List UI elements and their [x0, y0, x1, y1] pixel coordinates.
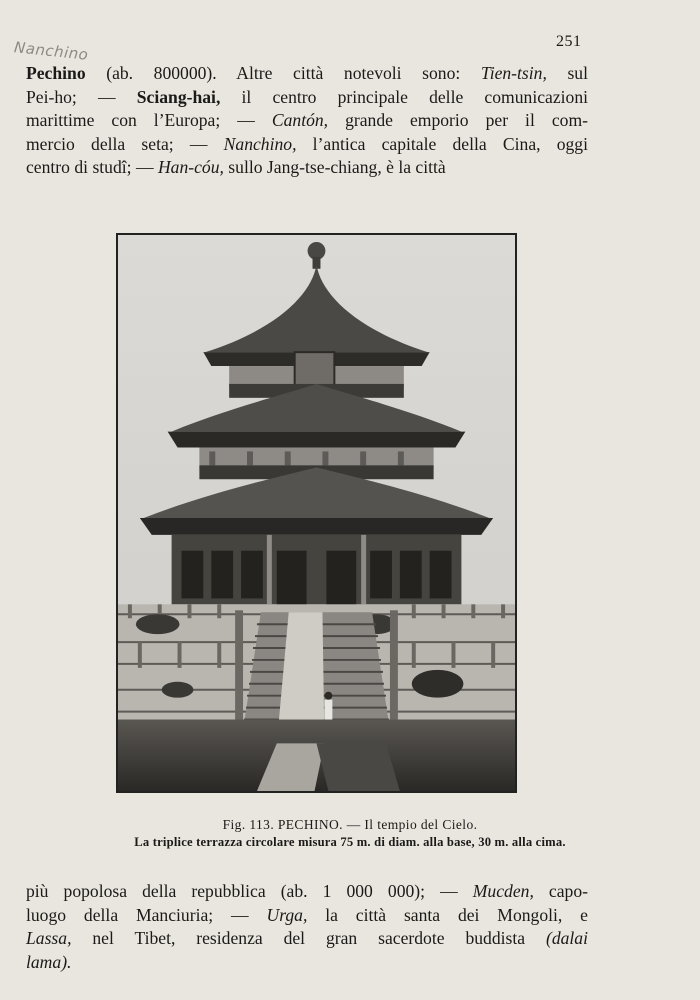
pencil-annotation: Nanchino	[13, 38, 90, 64]
text-run: Pechino	[26, 63, 86, 83]
text-run: mercio della seta; —	[26, 133, 224, 154]
temple-of-heaven-photo	[116, 233, 517, 793]
text-run: luogo della Manciuria; —	[26, 904, 267, 925]
figure-caption-description: La triplice terrazza circolare misura 75 m. di diam. alla base, 30 m. alla cima.	[134, 835, 566, 849]
text-run: Cantón,	[271, 110, 329, 131]
text-run: la città santa dei Mongoli, e	[307, 904, 588, 925]
text-run: il centro principale delle comunicazioni	[220, 86, 588, 107]
text-run: più popolosa della repubblica (ab. 1 000 000); —	[26, 881, 473, 901]
text-line	[26, 904, 588, 928]
text-run: Pei-ho; —	[26, 86, 137, 107]
text-run: Han-cóu,	[157, 157, 224, 178]
text-run: lama).	[26, 951, 72, 972]
text-run: (dalai	[545, 928, 588, 949]
text-run: Mucden,	[472, 881, 534, 901]
text-line	[26, 880, 588, 904]
text-run: grande emporio per il com-	[328, 110, 588, 131]
text-run: sullo Jang-tse-chiang, è la città	[223, 157, 446, 178]
text-line	[26, 927, 588, 951]
top-paragraph	[26, 62, 588, 180]
text-run: l’antica capitale della Cina, oggi	[296, 133, 588, 154]
text-run: capo-	[533, 881, 588, 901]
text-line	[26, 62, 588, 86]
text-run: centro di studî; —	[26, 157, 158, 178]
text-line	[26, 86, 588, 110]
text-run: marittime con l’Europa; —	[26, 110, 272, 131]
figure-caption-title: Fig. 113. PECHINO. — Il tempio del Cielo.	[222, 817, 478, 832]
text-run: (ab. 800000). Altre città notevoli sono:	[85, 63, 481, 83]
text-run: Lassa,	[26, 928, 72, 949]
text-run: Nanchino,	[223, 133, 297, 154]
text-line	[26, 133, 588, 157]
bottom-paragraph	[26, 880, 588, 974]
text-run: nel Tibet, residenza del gran sacerdote buddista	[71, 928, 546, 949]
text-run: Sciang-hai,	[136, 86, 221, 107]
temple-illustration	[118, 235, 515, 791]
page-number: 251	[556, 33, 582, 50]
text-run: Tien-tsin,	[480, 63, 547, 83]
text-run: Urga,	[266, 904, 308, 925]
text-line	[26, 951, 588, 975]
text-run: sul	[546, 63, 588, 83]
text-line	[26, 156, 588, 180]
text-line	[26, 109, 588, 133]
